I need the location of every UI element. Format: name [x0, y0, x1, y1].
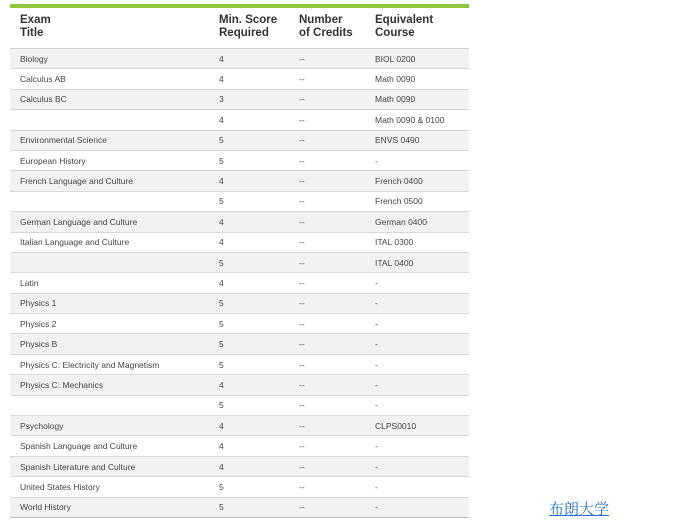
credits-cell: -- [299, 314, 375, 334]
credits-cell: -- [299, 171, 375, 191]
table-row [10, 477, 469, 497]
credits-cell: -- [299, 334, 375, 354]
credits-cell: -- [299, 191, 375, 211]
ap-credit-table [10, 8, 469, 518]
exam-title-cell: Physics 1 [10, 293, 219, 313]
exam-title-cell: Physics 2 [10, 314, 219, 334]
credits-cell: -- [299, 354, 375, 374]
min-score-cell: 4 [219, 273, 299, 293]
header-exam-title: Exam Title [10, 8, 219, 49]
min-score-cell: 5 [219, 477, 299, 497]
credits-cell: -- [299, 110, 375, 130]
credits-cell: -- [299, 150, 375, 170]
exam-title-cell: Physics C: Electricity and Magnetism [10, 354, 219, 374]
table-row [10, 171, 469, 191]
equivalent-course-cell: German 0400 [375, 212, 469, 232]
min-score-cell: 5 [219, 150, 299, 170]
table-row [10, 130, 469, 150]
header-row [10, 8, 469, 49]
min-score-cell: 5 [219, 314, 299, 334]
credits-cell: -- [299, 375, 375, 395]
exam-title-cell: Italian Language and Culture [10, 232, 219, 252]
credits-cell: -- [299, 232, 375, 252]
min-score-cell: 5 [219, 334, 299, 354]
exam-title-cell: Latin [10, 273, 219, 293]
table-row [10, 232, 469, 252]
credits-cell: -- [299, 130, 375, 150]
equivalent-course-cell: French 0400 [375, 171, 469, 191]
min-score-cell: 4 [219, 456, 299, 476]
table-row [10, 49, 469, 69]
exam-title-cell: Calculus AB [10, 69, 219, 89]
credits-cell: -- [299, 273, 375, 293]
exam-title-cell: French Language and Culture [10, 171, 219, 191]
min-score-cell: 5 [219, 130, 299, 150]
credits-cell: -- [299, 212, 375, 232]
exam-title-cell: German Language and Culture [10, 212, 219, 232]
min-score-cell: 4 [219, 171, 299, 191]
header-number-of-credits: Number of Credits [299, 8, 375, 49]
equivalent-course-cell: French 0500 [375, 191, 469, 211]
equivalent-course-cell: - [375, 477, 469, 497]
exam-title-cell: Spanish Literature and Culture [10, 456, 219, 476]
exam-title-cell: World History [10, 497, 219, 517]
table-row [10, 456, 469, 476]
equivalent-course-cell: - [375, 334, 469, 354]
equivalent-course-cell: ITAL 0400 [375, 252, 469, 272]
table-row [10, 273, 469, 293]
min-score-cell: 3 [219, 89, 299, 109]
min-score-cell: 4 [219, 436, 299, 456]
header-equivalent-course: Equivalent Course [375, 8, 469, 49]
table-row [10, 375, 469, 395]
min-score-cell: 5 [219, 497, 299, 517]
equivalent-course-cell: - [375, 293, 469, 313]
table-row [10, 395, 469, 415]
table-row [10, 252, 469, 272]
credits-cell: -- [299, 89, 375, 109]
min-score-cell: 4 [219, 69, 299, 89]
table-row [10, 416, 469, 436]
min-score-cell: 5 [219, 354, 299, 374]
equivalent-course-cell: - [375, 150, 469, 170]
credits-cell: -- [299, 436, 375, 456]
credits-cell: -- [299, 477, 375, 497]
min-score-cell: 4 [219, 212, 299, 232]
table-body [10, 49, 469, 518]
table-row [10, 69, 469, 89]
equivalent-course-cell: Math 0090 & 0100 [375, 110, 469, 130]
table-row [10, 212, 469, 232]
equivalent-course-cell: Math 0090 [375, 69, 469, 89]
min-score-cell: 4 [219, 375, 299, 395]
ap-credit-table-container [10, 4, 469, 518]
credits-cell: -- [299, 69, 375, 89]
table-row [10, 497, 469, 517]
exam-title-cell [10, 395, 219, 415]
equivalent-course-cell: - [375, 497, 469, 517]
header-min-score: Min. Score Required [219, 8, 299, 49]
equivalent-course-cell: - [375, 354, 469, 374]
credits-cell: -- [299, 293, 375, 313]
equivalent-course-cell: - [375, 395, 469, 415]
min-score-cell: 4 [219, 49, 299, 69]
equivalent-course-cell: ITAL 0300 [375, 232, 469, 252]
min-score-cell: 4 [219, 416, 299, 436]
exam-title-cell: Physics C: Mechanics [10, 375, 219, 395]
equivalent-course-cell: - [375, 456, 469, 476]
exam-title-cell: Psychology [10, 416, 219, 436]
equivalent-course-cell: CLPS0010 [375, 416, 469, 436]
equivalent-course-cell: BIOL 0200 [375, 49, 469, 69]
exam-title-cell: Biology [10, 49, 219, 69]
exam-title-cell: Spanish Language and Culture [10, 436, 219, 456]
equivalent-course-cell: ENVS 0490 [375, 130, 469, 150]
table-row [10, 436, 469, 456]
exam-title-cell: Calculus BC [10, 89, 219, 109]
exam-title-cell: Environmental Science [10, 130, 219, 150]
exam-title-cell [10, 191, 219, 211]
brown-university-link[interactable]: 布朗大学 [549, 500, 610, 518]
equivalent-course-cell: - [375, 273, 469, 293]
credits-cell: -- [299, 49, 375, 69]
min-score-cell: 5 [219, 252, 299, 272]
table-row [10, 150, 469, 170]
exam-title-cell: United States History [10, 477, 219, 497]
table-row [10, 110, 469, 130]
table-row [10, 89, 469, 109]
table-header [10, 8, 469, 49]
equivalent-course-cell: Math 0090 [375, 89, 469, 109]
exam-title-cell [10, 252, 219, 272]
equivalent-course-cell: - [375, 436, 469, 456]
exam-title-cell [10, 110, 219, 130]
min-score-cell: 5 [219, 191, 299, 211]
min-score-cell: 5 [219, 293, 299, 313]
credits-cell: -- [299, 416, 375, 436]
credits-cell: -- [299, 456, 375, 476]
min-score-cell: 4 [219, 110, 299, 130]
equivalent-course-cell: - [375, 314, 469, 334]
credits-cell: -- [299, 252, 375, 272]
min-score-cell: 4 [219, 232, 299, 252]
table-row [10, 293, 469, 313]
exam-title-cell: European History [10, 150, 219, 170]
credits-cell: -- [299, 395, 375, 415]
table-row [10, 334, 469, 354]
table-row [10, 314, 469, 334]
credits-cell: -- [299, 497, 375, 517]
table-row [10, 354, 469, 374]
min-score-cell: 5 [219, 395, 299, 415]
exam-title-cell: Physics B [10, 334, 219, 354]
table-row [10, 191, 469, 211]
equivalent-course-cell: - [375, 375, 469, 395]
